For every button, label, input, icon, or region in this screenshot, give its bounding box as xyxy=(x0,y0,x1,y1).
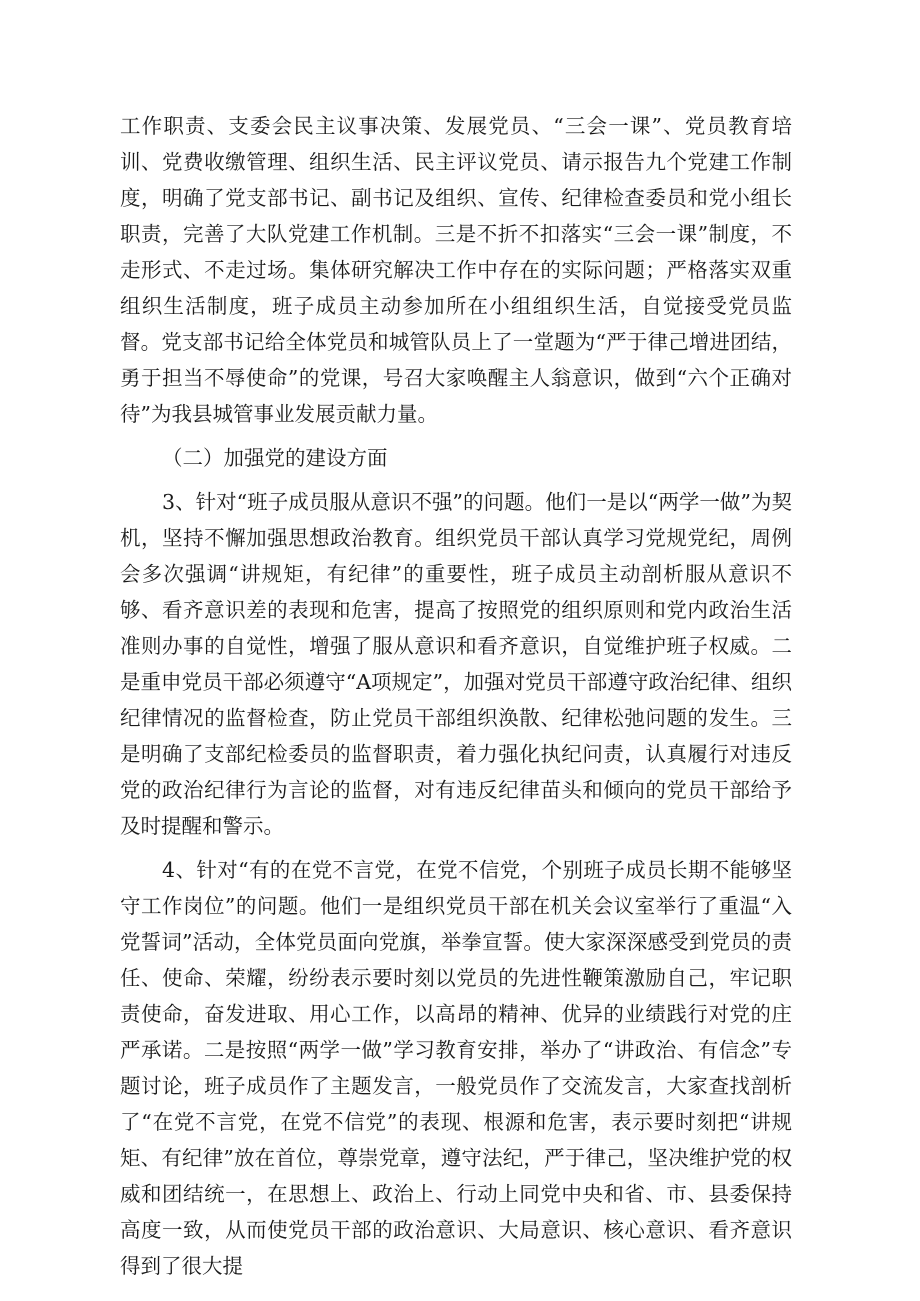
paragraph-item-3: 3、针对“班子成员服从意识不强”的问题。他们一是以“两学一做”为契机，坚持不懈加强思想政治教育。组织党员干部认真学习党规党纪，周例会多次强调“讲规矩，有纪律”的重要性，班子成员主动剖析服从意识不够、看齐意识差的表现和危害，提高了按照党的组织原则和党内政治生活准则办事的自觉性，增强了服从意识和看齐意识，自觉维护班子权威。二是重申党员干部必须遵守“A项规定”，加强对党员干部遵守政治纪律、组织纪律情况的监督检查，防止党员干部组织涣散、纪律松弛问题的发生。三是明确了支部纪检委员的监督职责，着力强化执纪问责，认真履行对违反党的政治纪律行为言论的监督，对有违反纪律苗头和倾向的党员干部给予及时提醒和警示。 xyxy=(120,490,792,838)
section-heading: （二）加强党的建设方面 xyxy=(162,446,388,470)
paragraph-item-4: 4、针对“有的在党不言党，在党不信党，个别班子成员长期不能够坚守工作岗位”的问题。他们一是组织党员干部在机关会议室举行了重温“入党誓词”活动，全体党员面向党旗，举拳宣誓。使大家深深感受到党员的责任、使命、荣耀，纷纷表示要时刻以党员的先进性鞭策激励自己，牢记职责使命，奋发进取、用心工作，以高昂的精神、优异的业绩践行对党的庄严承诺。二是按照“两学一做”学习教育安排，举办了“讲政治、有信念”专题讨论，班子成员作了主题发言，一般党员作了交流发言，大家查找剖析了“在党不言党，在党不信党”的表现、根源和危害，表示要时刻把“讲规矩、有纪律”放在首位，尊崇党章，遵守法纪，严于律己，坚决维护党的权威和团结统一，在思想上、政治上、行动上同党中央和省、市、县委保持高度一致，从而使党员干部的政治意识、大局意识、核心意识、看齐意识得到了很大提 xyxy=(120,858,792,1278)
document-body xyxy=(120,108,792,1284)
paragraph-continuation: 工作职责、支委会民主议事决策、发展党员、“三会一课”、党员教育培训、党费收缴管理、组织生活、民主评议党员、请示报告九个党建工作制度，明确了党支部书记、副书记及组织、宣传、纪律检查委员和党小组长职责，完善了大队党建工作机制。三是不折不扣落实“三会一课”制度，不走形式、不走过场。集体研究解决工作中存在的实际问题；严格落实双重组织生活制度，班子成员主动参加所在小组组织生活，自觉接受党员监督。党支部书记给全体党员和城管队员上了一堂题为“严于律己增进团结，勇于担当不辱使命”的党课，号召大家唤醒主人翁意识，做到“六个正确对待”为我县城管事业发展贡献力量。 xyxy=(120,114,792,426)
